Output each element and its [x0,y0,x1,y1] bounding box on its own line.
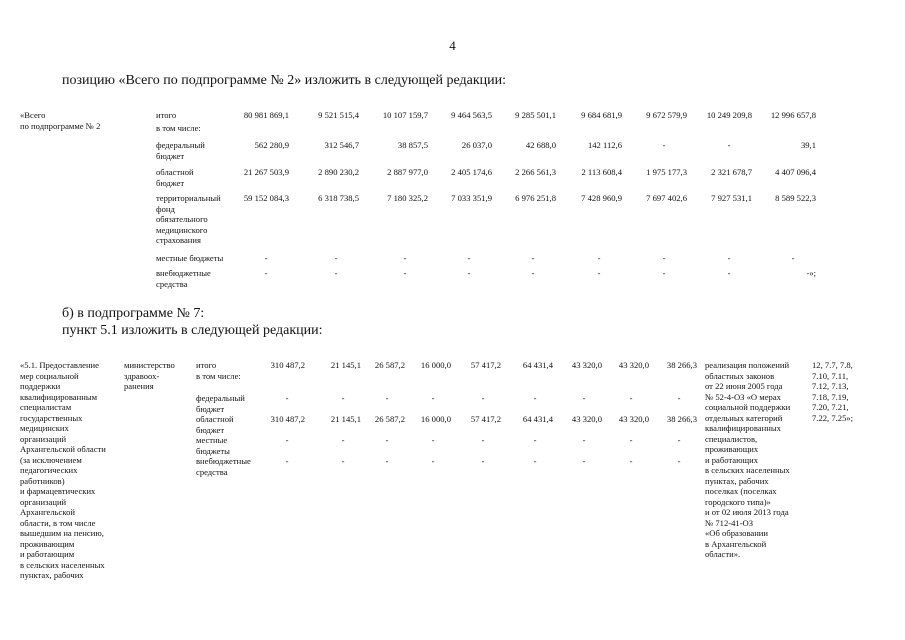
row-category-line: страхования [156,235,201,245]
table-cell: - [285,393,289,403]
row-category-line: итого [196,360,217,370]
table-cell: 9 672 579,9 [646,110,687,120]
table-cell: - [385,435,389,445]
table-cell: 80 981 869,1 [243,110,289,120]
table-cell: 142 112,6 [587,140,622,150]
row-category-line: местные [196,435,228,445]
table-cell: 38 266,3 [666,360,697,370]
table-cell: - [481,435,485,445]
table-cell: - [334,253,338,263]
table-cell: 6 318 738,5 [318,193,359,203]
table-cell: 39,1 [800,140,816,150]
table-cell: - [431,393,435,403]
table-cell: 64 431,4 [522,360,553,370]
table-cell: 1 975 177,3 [646,167,687,177]
table-cell: 26 587,2 [374,360,405,370]
row-category-line: средства [156,278,188,289]
measure-name-line: (за исключением [20,454,82,465]
measure-name-line: «5.1. Предоставление [20,360,99,370]
table-cell: - [582,393,586,403]
row-category-line: бюджет [156,150,185,161]
row-category-line: федеральный [196,393,245,403]
indicator-line: 7.12, 7.13, [812,381,849,391]
result-line: в Архангельской [705,538,767,549]
table-cell: 562 280,9 [254,140,289,150]
table-cell: 57 417,2 [470,360,501,370]
table-cell: 310 487,2 [270,414,305,424]
heading-position-total: позицию «Всего по подпрограмме № 2» изложить в следующей редакции: [62,73,507,88]
table-cell: 4 407 096,4 [775,167,816,177]
measure-name-line: пунктах, рабочих [20,570,84,580]
table-cell: 43 320,0 [618,360,649,370]
table-cell: - [533,456,537,466]
table-cell: 2 890 230,2 [318,167,359,177]
result-line: и работающих [705,454,759,465]
row-category-line: обязательного [156,214,208,224]
table-cell: - [264,253,268,263]
measure-name-line: работников) [20,475,65,486]
result-line: и от 02 июля 2013 года [705,507,789,517]
table-cell: - [431,435,435,445]
row-category-line: фонд [156,203,175,214]
row-category-line: областной [156,167,194,177]
result-line: областных законов [705,370,775,381]
result-line: от 22 июня 2005 года [705,381,783,391]
measure-name-line: поддержки [20,381,61,391]
indicator-line: 7.18, 7.19, [812,391,849,402]
table-cell: 26 587,2 [374,414,405,424]
result-line: отдельных категорий [705,412,783,423]
table-cell: - [677,393,681,403]
row-category-line: в том числе: [156,123,201,133]
table-cell: 38 857,5 [397,140,428,150]
measure-name-line: и фармацевтических [20,486,96,496]
table-cell: - [791,253,795,263]
page-number: 4 [449,38,456,53]
table-cell: 43 320,0 [571,414,602,424]
table-cell: - [629,393,633,403]
table-cell: - [597,253,601,263]
measure-name-line: проживающим [20,538,75,549]
table-cell: 7 927 531,1 [711,193,752,203]
table-cell: - [582,435,586,445]
table-cell: 26 037,0 [461,140,492,150]
table-cell: - [629,456,633,466]
table-cell: 12 996 657,8 [770,110,816,120]
table-cell: - [677,435,681,445]
executor-line: министерство [124,360,175,370]
result-line: № 52-4-ОЗ «О мерах [705,391,781,402]
row-category-line: бюджет [196,424,225,435]
row-category-line: федеральный [156,140,205,150]
result-line: поселках (поселках [705,486,777,496]
measure-name-line: организаций [20,496,67,507]
measure-name-line: специалистам [20,402,72,412]
table-cell: 8 589 522,3 [775,193,816,203]
table-cell: 42 688,0 [525,140,556,150]
table-cell: - [431,456,435,466]
table-cell: 59 152 084,3 [243,193,289,203]
row-category-line: бюджеты [196,445,230,456]
table-cell: - [467,253,471,263]
table-cell: - [727,140,731,150]
result-line: пунктах, рабочих [705,475,769,486]
measure-name-line: мер социальной [20,370,79,381]
table-cell: -»; [806,268,816,278]
indicator-line: 12, 7.7, 7.8, [812,360,853,370]
table-cell: 6 976 251,8 [515,193,556,203]
table-cell: - [582,456,586,466]
table-cell: 7 428 960,9 [581,193,622,203]
table-cell: 9 684 681,9 [581,110,622,120]
result-line: «Об образовании [705,528,769,538]
table-cell: 7 697 402,6 [646,193,687,203]
result-line: № 712-41-ОЗ [705,517,754,528]
table-cell: 21 145,1 [330,414,361,424]
table-cell: - [533,393,537,403]
table-cell: 10 107 159,7 [382,110,428,120]
table-cell: - [481,393,485,403]
result-line: квалифицированных [705,423,781,433]
table-cell: - [677,456,681,466]
row-category-line: областной [196,414,234,424]
table-cell: 2 113 608,4 [581,167,622,177]
row-category-line: медицинского [156,224,208,235]
row-category-line: итого [156,110,177,120]
table-cell: - [662,268,666,278]
table-cell: 10 249 209,8 [706,110,752,120]
table-cell: - [629,435,633,445]
executor-line: ранения [124,381,154,391]
table-cell: 9 464 563,5 [451,110,492,120]
table-cell: 9 521 515,4 [318,110,359,120]
table-cell: - [467,268,471,278]
result-line: проживающих [705,444,759,454]
table-cell: 2 405 174,6 [451,167,492,177]
result-line: в сельских населенных [705,465,790,475]
table-cell: - [341,456,345,466]
table-cell: - [531,253,535,263]
measure-name-line: и работающим [20,549,75,559]
table-cell: - [531,268,535,278]
row-category-line: внебюджетные [156,268,211,278]
row-label-line: по подпрограмме № 2 [20,120,101,131]
measure-name-line: квалифицированным [20,391,98,402]
measure-name-line: Архангельской области [20,444,106,454]
indicator-line: 7.10, 7.11, [812,370,849,381]
table-cell: 21 267 503,9 [243,167,289,177]
table-cell: - [403,268,407,278]
table-cell: 64 431,4 [522,414,553,424]
indicator-line: 7.22, 7.25»; [812,412,854,423]
table-cell: 7 180 325,2 [387,193,428,203]
result-line: социальной поддержки [705,402,791,412]
result-line: области». [705,549,741,559]
heading-point-5-1: пункт 5.1 изложить в следующей редакции: [62,323,323,338]
table-cell: 16 000,0 [420,414,451,424]
table-cell: - [727,253,731,263]
row-category-line: бюджет [156,177,185,188]
result-line: городского типа)» [705,496,771,507]
row-category-line: средства [196,466,228,477]
table-cell: 310 487,2 [270,360,305,370]
result-line: реализация положений [705,360,790,370]
row-category-line: внебюджетные [196,456,251,466]
measure-name-line: области, в том числе [20,517,96,528]
row-category-line: в том числе: [196,370,241,381]
table-cell: - [481,456,485,466]
row-category-line: местные бюджеты [156,253,224,263]
table-cell: - [662,253,666,263]
table-cell: 38 266,3 [666,414,697,424]
table-cell: - [285,435,289,445]
measure-name-line: государственных [20,412,83,423]
table-cell: - [533,435,537,445]
table-cell: - [385,456,389,466]
table-cell: - [341,435,345,445]
measure-name-line: Архангельской [20,507,75,517]
table-cell: 2 887 977,0 [387,167,428,177]
row-category-line: бюджет [196,403,225,414]
table-cell: 43 320,0 [571,360,602,370]
table-cell: - [597,268,601,278]
measure-name-line: в сельских населенных [20,559,105,570]
result-line: специалистов, [705,433,758,444]
table-cell: - [341,393,345,403]
executor-line: здравоох- [124,370,160,381]
table-cell: - [727,268,731,278]
table-cell: 312 546,7 [324,140,359,150]
table-cell: - [285,456,289,466]
table-cell: 9 285 501,1 [515,110,556,120]
table-cell: - [264,268,268,278]
row-label-line: «Всего [20,110,46,120]
table-cell: 2 266 561,3 [515,167,556,177]
table-cell: 57 417,2 [470,414,501,424]
table-cell: 16 000,0 [420,360,451,370]
measure-name-line: медицинских [20,423,69,433]
heading-subprogram-7: б) в подпрограмме № 7: [62,306,205,321]
measure-name-line: вышедшим на пенсию, [20,528,104,538]
table-cell: 43 320,0 [618,414,649,424]
table-cell: - [334,268,338,278]
measure-name-line: организаций [20,433,67,444]
indicator-line: 7.20, 7.21, [812,402,849,412]
table-cell: - [403,253,407,263]
table-cell: 7 033 351,9 [451,193,492,203]
table-cell: 21 145,1 [330,360,361,370]
measure-name-line: педагогических [20,465,78,475]
table-cell: 2 321 678,7 [711,167,752,177]
table-cell: - [385,393,389,403]
table-cell: - [662,140,666,150]
row-category-line: территориальный [156,193,221,203]
